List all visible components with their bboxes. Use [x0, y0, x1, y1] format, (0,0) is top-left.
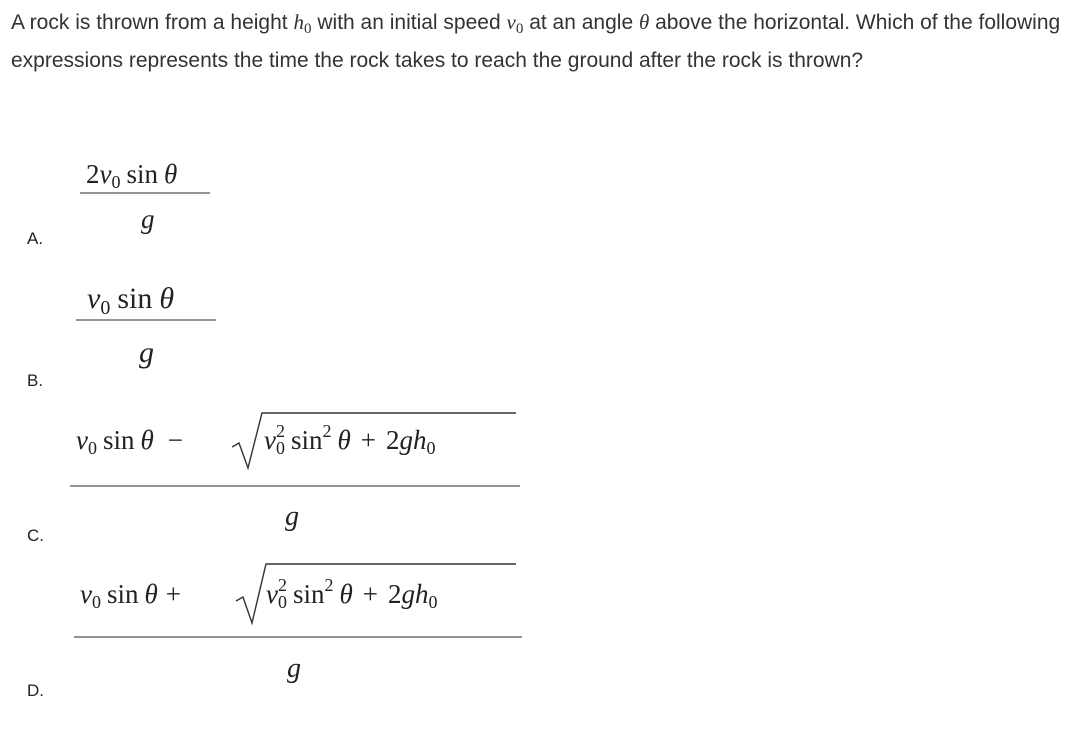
- question-part-4: above the horizontal. Which of the following expressions represents the time the rock takes to reach the ground after the rock is thrown?: [11, 11, 1061, 72]
- formula-d-denominator: g: [287, 653, 301, 684]
- formula-a-numerator: 2v0 sin θ: [86, 159, 178, 192]
- formula-c-numerator-left: v0 sin θ −: [76, 425, 183, 458]
- option-b-letter: B.: [27, 371, 44, 390]
- option-b[interactable]: [0, 272, 1070, 400]
- height-symbol: $h_0$: [293, 10, 312, 37]
- speed-symbol: $v_0$: [506, 10, 524, 37]
- formula-c-radicand: $v^2$ 0 $\sin^2 \theta + 2gh0$: [264, 421, 436, 458]
- question-part-2: with an initial speed: [311, 11, 507, 34]
- formula-b-numerator: $v_0$ sin θ: [87, 282, 175, 319]
- formula-a: [0, 150, 300, 260]
- formula-b-denominator: g: [139, 336, 154, 369]
- formula-d: [0, 557, 560, 707]
- formula-d-numerator-left: v0 sin θ +: [80, 579, 181, 612]
- option-d[interactable]: [0, 557, 1070, 707]
- question-part-1: A rock is thrown from a height: [11, 11, 294, 34]
- angle-symbol: θ: [638, 10, 650, 34]
- formula-d-radicand: $v^2$ 0 $\sin^2 \theta + 2gh0$: [266, 575, 438, 612]
- question-text: [11, 6, 1063, 77]
- formula-a-denominator: g: [141, 204, 155, 234]
- question-part-3: at an angle: [523, 11, 639, 34]
- option-c[interactable]: [0, 405, 1070, 550]
- formula-c: [0, 405, 560, 550]
- option-c-letter: C.: [27, 526, 44, 545]
- option-a-letter: A.: [27, 229, 44, 248]
- option-d-letter: D.: [27, 681, 44, 700]
- option-a[interactable]: [0, 150, 1070, 260]
- formula-b: [0, 272, 300, 400]
- formula-c-denominator: g: [285, 501, 299, 532]
